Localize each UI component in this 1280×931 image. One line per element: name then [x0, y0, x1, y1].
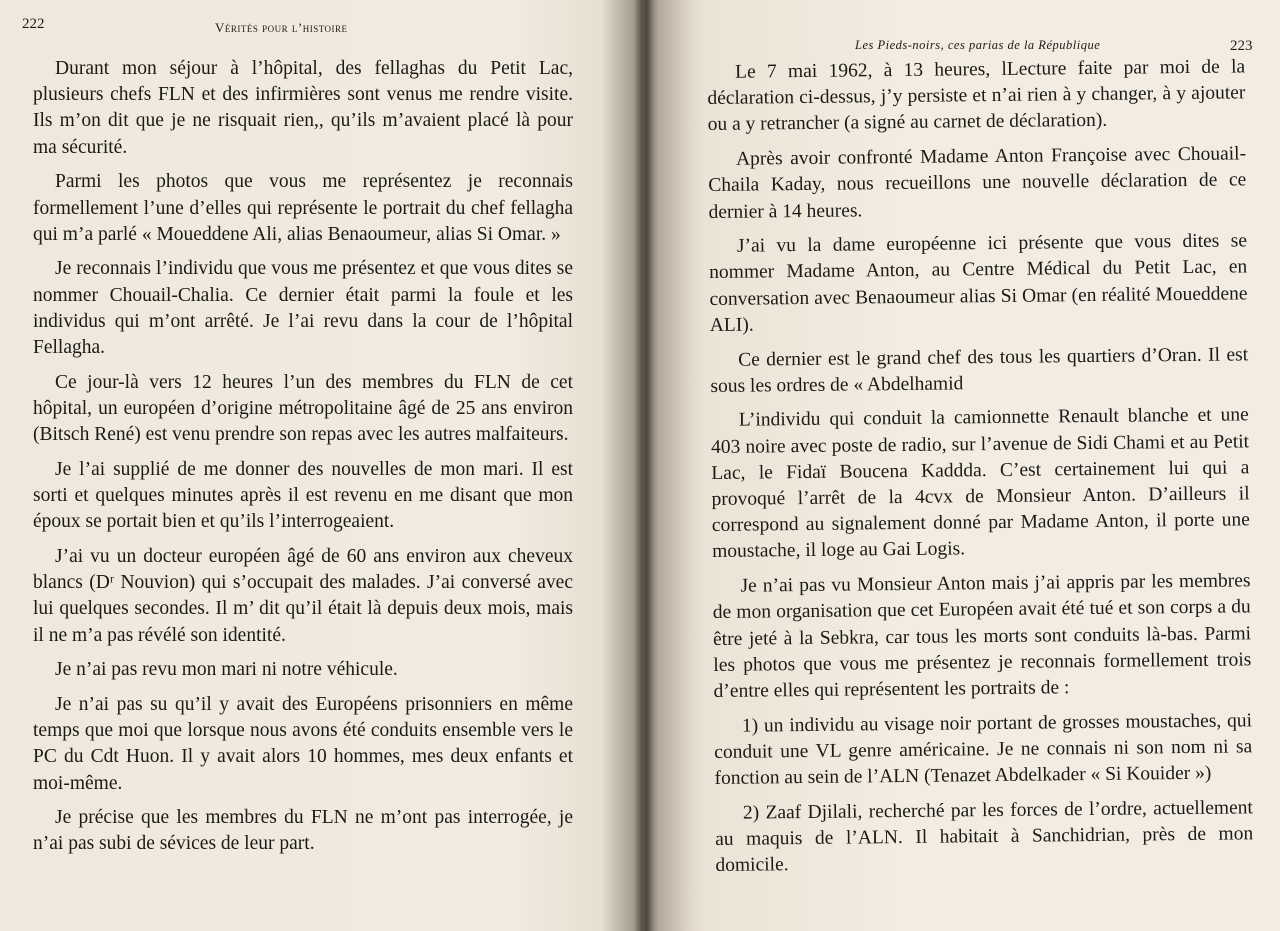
paragraph: Le 7 mai 1962, à 13 heures, lLecture faite par moi de la déclaration ci-dessus, j’y persiste et n’ai rien à y changer, à y ajouter ou a y retrancher (a signé au carnet de déclaration).	[707, 56, 1246, 136]
left-page-number: 222	[22, 16, 45, 32]
right-running-head: Les Pieds-noirs, ces parias de la République	[855, 38, 1101, 52]
paragraph: Je reconnais l’individu que vous me présentez et que vous dites se nommer Chouail-Chalia. Ce dernier était parmi la foule et les individus qui m’ont arrêté. Je l’ai revu dans la cour de l’hôpital Fellagha.	[33, 258, 573, 359]
right-page-body	[707, 54, 1254, 887]
paragraph: Je précise que les membres du FLN ne m’ont pas interrogée, je n’ai pas subi de sévices de leur part.	[33, 807, 573, 855]
paragraph: Je n’ai pas vu Monsieur Anton mais j’ai appris par les membres de mon organisation que cet Européen avait été tué et son corps a du être jeté à la Sebkra, car tous les morts sont conduits là-bas. Parmi les photos que vous me présentez je reconnais formellement trois d’entre elles qui représentent les portraits de :	[712, 570, 1252, 702]
paragraph: Après avoir confronté Madame Anton Françoise avec Chouail-Chaila Kaday, nous recueillons une nouvelle déclaration de ce dernier à 14 heures.	[708, 143, 1247, 223]
left-running-head: Vérités pour l’histoire	[215, 20, 348, 35]
paragraph: Ce jour-là vers 12 heures l’un des membres du FLN de cet hôpital, un européen d’origine métropolitaine âgé de 25 ans environ (Bitsch René) est venu prendre son repas avec les autres malfaiteurs.	[33, 371, 573, 446]
left-page-body	[33, 56, 573, 866]
paragraph: Parmi les photos que vous me représentez je reconnais formellement l’une d’elles qui représente le portrait du chef fellagha qui m’a parlé « Moueddene Ali, alias Benaoumeur, alias Si Omar. »	[33, 171, 573, 245]
paragraph: Durant mon séjour à l’hôpital, des fellaghas du Petit Lac, plusieurs chefs FLN et des infirmières sont venus me rendre visite. Ils m’on dit que je ne risquait rien,, qu’ils m’avaient placé là pour ma sécurité.	[33, 58, 573, 158]
paragraph: Je l’ai supplié de me donner des nouvelles de mon mari. Il est sorti et quelques minutes après il est revenu en me disant que mon époux se portait bien et qu’ils l’interrogeaient.	[33, 458, 573, 533]
paragraph: J’ai vu la dame européenne ici présente que vous dites se nommer Madame Anton, au Centre Médical du Petit Lac, en conversation avec Benaoumeur alias Si Omar (en réalité Moueddene ALI).	[709, 230, 1248, 336]
paragraph: J’ai vu un docteur européen âgé de 60 ans environ aux cheveux blancs (Dʳ Nouvion) qui s’occupait des malades. J’ai conversé avec lui quelques secondes. Il m’ dit qu’il était là depuis deux mois, mais il ne m’a pas révélé son identité.	[33, 545, 573, 646]
right-page	[645, 0, 1280, 931]
paragraph: 1) un individu au visage noir portant de grosses moustaches, qui conduit une VL genre américaine. Je ne connais ni son nom ni sa fonction au sein de l’ALN (Tenazet Abdelkader « Si Kouider »)	[714, 710, 1253, 790]
paragraph: Je n’ai pas su qu’il y avait des Européens prisonniers en même temps que moi que lorsque nous avons été conduits ensemble vers le PC du Cdt Huon. Il y avait alors 10 hommes, mes deux enfants et moi-même.	[33, 693, 573, 794]
paragraph: L’individu qui conduit la camionnette Renault blanche et une 403 noire avec poste de radio, sur l’avenue de Sidi Chami et au Petit Lac, le Fidaï Boucena Kaddda. C’est certainement lui qui a provoqué l’arrêt de la 4cvx de Monsieur Anton. D’ailleurs il correspond au signalement donné par Madame Anton, il porte une moustache, il loge au Gai Logis.	[710, 404, 1250, 563]
paragraph: Je n’ai pas revu mon mari ni notre véhicule.	[55, 659, 398, 681]
paragraph: 2) Zaaf Djilali, recherché par les forces de l’ordre, actuellement au maquis de l’ALN. Il habitait à Sanchidrian, près de mon domicile.	[715, 797, 1254, 877]
paragraph: Ce dernier est le grand chef des tous les quartiers d’Oran. Il est sous les ordres de « Abdelhamid	[710, 343, 1249, 397]
right-page-number: 223	[1230, 38, 1253, 54]
